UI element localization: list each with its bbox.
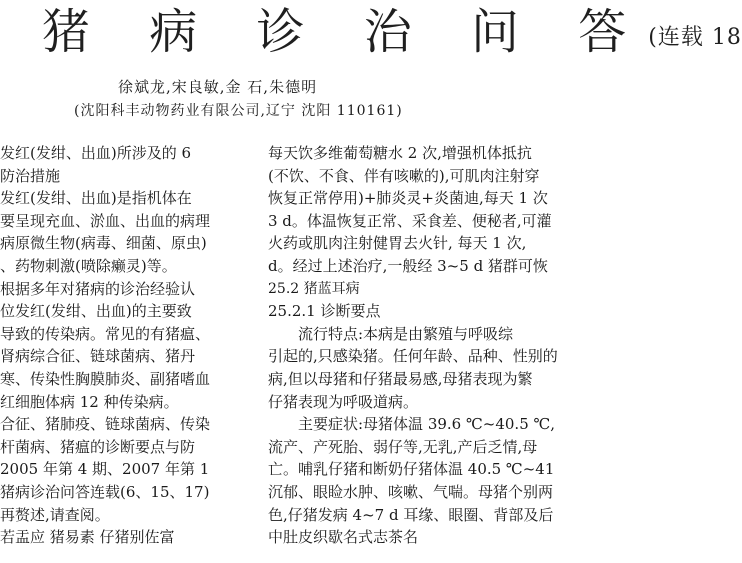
text-line: 流产、产死胎、弱仔等,无乳,产后乏情,母 bbox=[268, 437, 538, 456]
text-line: 根据多年对猪病的诊治经验认 bbox=[0, 279, 196, 298]
title-text: 猪 病 诊 治 问 答 bbox=[42, 4, 649, 60]
text-line: 病,但以母猪和仔猪最易感,母猪表现为繁 bbox=[268, 369, 533, 388]
series-label: (连载 18 bbox=[648, 25, 742, 50]
affiliation-line: (沈阳科丰动物药业有限公司,辽宁 沈阳 110161) bbox=[74, 103, 403, 119]
text-line: 发红(发绀、出血)是指机体在 bbox=[0, 189, 192, 208]
text-line: 仔猪表现为呼吸道病。 bbox=[268, 392, 419, 411]
text-line: 每天饮多维葡萄糖水 2 次,增强机体抵抗 bbox=[268, 144, 532, 162]
text-line: 杆菌病、猪瘟的诊断要点与防 bbox=[0, 437, 196, 456]
text-line: 3 d。体温恢复正常、采食差、便秘者,可灌 bbox=[268, 211, 552, 230]
text-line: 火药或肌肉注射健胃去火针, 每天 1 次, bbox=[268, 234, 527, 253]
text-line: 红细胞体病 12 种传染病。 bbox=[0, 392, 179, 411]
text-line: 2005 年第 4 期、2007 年第 1 bbox=[0, 460, 210, 479]
text-line: 、药物刺激(喷除癞灵)等。 bbox=[0, 256, 177, 275]
text-line-partial: 中肚皮织歇名式志茶名 bbox=[268, 528, 419, 547]
text-line: 发红(发绀、出血)所涉及的 6 bbox=[0, 144, 192, 162]
text-line: 猪病诊治问答连载(6、15、17) bbox=[0, 482, 210, 501]
text-line: 合征、猪肺疫、链球菌病、传染 bbox=[0, 415, 211, 434]
text-line: 色,仔猪发病 4~7 d 耳缘、眼圈、背部及后 bbox=[268, 505, 554, 524]
text-line: (不饮、不食、伴有咳嗽的),可肌肉注射穿 bbox=[268, 166, 540, 185]
text-line: d。经过上述治疗,一般经 3~5 d 猪群可恢 bbox=[268, 256, 548, 275]
text-line: 要呈现充血、淤血、出血的病理 bbox=[0, 211, 211, 230]
text-line: 引起的,只感染猪。任何年龄、品种、性别的 bbox=[268, 347, 558, 366]
left-column bbox=[0, 142, 254, 549]
text-line: 再赘述,请查阅。 bbox=[0, 505, 110, 524]
section-heading: 25.2 猪蓝耳病 bbox=[268, 280, 360, 297]
author-line: 徐斌龙,宋良敏,金 石,朱德明 bbox=[118, 78, 318, 96]
text-line-partial: 若盂应 猪易素 仔猪别佐富 bbox=[0, 528, 175, 547]
text-line: 导致的传染病。常见的有猪瘟、 bbox=[0, 324, 211, 343]
text-line: 防治措施 bbox=[0, 166, 61, 185]
text-line: 主要症状:母猪体温 39.6 ℃~40.5 ℃, bbox=[268, 415, 556, 434]
text-line: 寒、传染性胸膜肺炎、副猪嗜血 bbox=[0, 369, 211, 388]
text-line: 恢复正常停用)+肺炎灵+炎菌迪,每天 1 次 bbox=[268, 189, 548, 208]
subsection-heading: 25.2.1 诊断要点 bbox=[268, 302, 381, 321]
right-column bbox=[268, 142, 601, 549]
text-line: 流行特点:本病是由繁殖与呼吸综 bbox=[268, 324, 514, 343]
text-line: 病原微生物(病毒、细菌、原虫) bbox=[0, 234, 207, 253]
text-line: 肾病综合征、链球菌病、猪丹 bbox=[0, 347, 196, 366]
article-title bbox=[42, 2, 742, 68]
text-line: 位发红(发绀、出血)的主要致 bbox=[0, 302, 192, 321]
text-line: 亡。哺乳仔猪和断奶仔猪体温 40.5 ℃~41 bbox=[268, 460, 555, 479]
text-line: 沉郁、眼睑水肿、咳嗽、气喘。母猪个别两 bbox=[268, 482, 554, 501]
